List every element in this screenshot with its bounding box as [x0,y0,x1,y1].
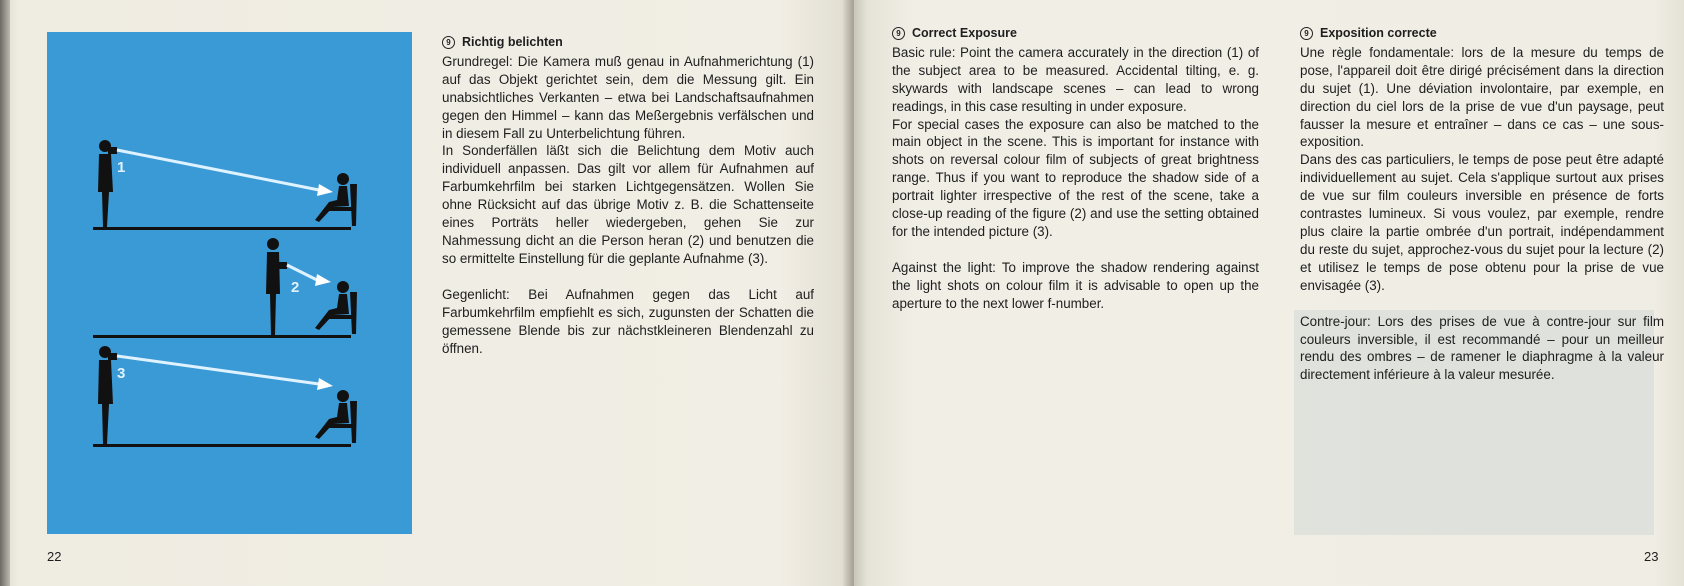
paragraph-de-1: Grundregel: Die Kamera muß genau in Aufnahmerichtung (1) auf das Objekt gerichtet sein, dem die Messung gilt. Ein unabsichtliches Verkanten – etwa bei Landschaftsaufnahmen gegen den Himmel – kann das Meßergebnis verfälschen und in diesem Fall zu Unterbelichtung führen. [442,53,814,141]
paragraph-en-3: Against the light: To improve the shadow rendering against the light shots on colour film it is advisable to open up the aperture to the next lower f-number. [892,259,1259,311]
arrow-head-2 [315,274,331,286]
seated-person-2 [315,281,357,334]
right-page [854,0,1684,586]
page-number-right: 23 [1644,549,1659,564]
photographer-figure-3 [98,346,117,444]
ground-line-3 [93,444,351,447]
paragraph-fr-1: Une règle fondamentale: lors de la mesure du temps de pose, l'appareil doit être dirigé précisément dans la direction du sujet (1). Une déviation involontaire, par exemple, en direction du ciel lors de la prise de vue d'un paysage, peut fausser la mesure et entraîner – dans ce cas – une sous-exposition. [1300,44,1664,150]
german-text-column [442,34,814,357]
paragraph-en-2: For special cases the exposure can also be matched to the main object in the scene. This is important for instance with shots on reversal colour film of subjects of great brightness range. Thus if you want to reproduce the shadow side of a portrait lighter irrespective of the rest of the scene, take a close-up reading of the figure (2) and use the setting obtained for the intended picture (3). [892,116,1259,239]
paragraph-en-1: Basic rule: Point the camera accurately in the direction (1) of the subject area to be measured. Accidental tilting, e. g. skywards with landscape scenes – can lead to wrong readings, in this case resulting in under exposure. [892,44,1259,114]
scene-label-2: 2 [291,279,300,296]
paragraph-fr-2: Dans des cas particuliers, le temps de pose peut être adapté individuellement au sujet. Cela s'applique surtout aux prises de vue sur film couleurs inversible en présence de forts contrastes lumineux. Si vous voulez, par exemple, rendre plus claire la partie ombrée d'un portrait, indépendamment du reste du sujet, approchez-vous du sujet pour la lecture (2) et utilisez le temps de pose obtenu pour la prise de vue envisagée (3). [1300,152,1664,293]
section-number-badge-fr: 9 [1300,27,1313,40]
scene-2 [93,238,357,338]
section-title-fr: Exposition correcte [1320,26,1437,40]
arrow-head-1 [317,184,333,196]
section-heading-fr [1300,25,1664,43]
paragraph-de-2: In Sonderfällen läßt sich die Belichtung dem Motiv auch individuell anpassen. Das gilt vor allem für Aufnahmen auf Farbumkehrfilm bei starken Lichtgegensätzen. Wollen Sie ohne Rücksicht auf das übrige Motiv z. B. die Schattenseite eines Porträts heller wiedergeben, gehen Sie zur Nahmessung dicht an die Person heran (2) und benutzen die so ermittelte Einstellung für die geplante Aufnahme (3). [442,143,814,266]
sight-line-2 [287,265,317,280]
seated-person-3 [315,390,357,443]
scene-1 [93,140,357,230]
scene-label-1: 1 [117,159,126,176]
ground-line-2 [93,335,351,338]
section-number-badge-en: 9 [892,27,905,40]
section-heading-en [892,25,1259,43]
exposure-illustration [47,32,412,534]
ground-line-1 [93,227,351,230]
photographer-figure-1 [98,140,117,227]
paragraph-fr-3: Contre-jour: Lors des prises de vue à contre-jour sur film couleurs inversible, il est recommandé – pour un meilleur rendu des ombres – de ramener le diaphragme à la valeur directement inférieure à la valeur mesurée. [1300,313,1664,383]
page-edge [0,0,10,586]
english-text-column [892,25,1259,313]
sight-line-3 [117,356,319,384]
french-text-column [1300,25,1664,384]
section-title-en: Correct Exposure [912,26,1017,40]
section-heading-de [442,34,814,52]
section-title-de: Richtig belichten [462,35,563,49]
sight-line-1 [117,150,319,190]
scene-3 [93,346,357,447]
scene-label-3: 3 [117,365,126,382]
illustration-drawing [47,32,412,534]
seated-person-1 [315,173,357,226]
section-number-badge: 9 [442,36,455,49]
arrow-head-3 [317,378,333,390]
paragraph-de-3: Gegenlicht: Bei Aufnahmen gegen das Licht auf Farbumkehrfilm empfiehlt es sich, zugunsten der Schatten die gemessene Blende bis zur nächstkleineren Blendenzahl zu öffnen. [442,286,814,356]
page-number-left: 22 [47,549,62,564]
photographer-figure-2 [266,238,287,335]
